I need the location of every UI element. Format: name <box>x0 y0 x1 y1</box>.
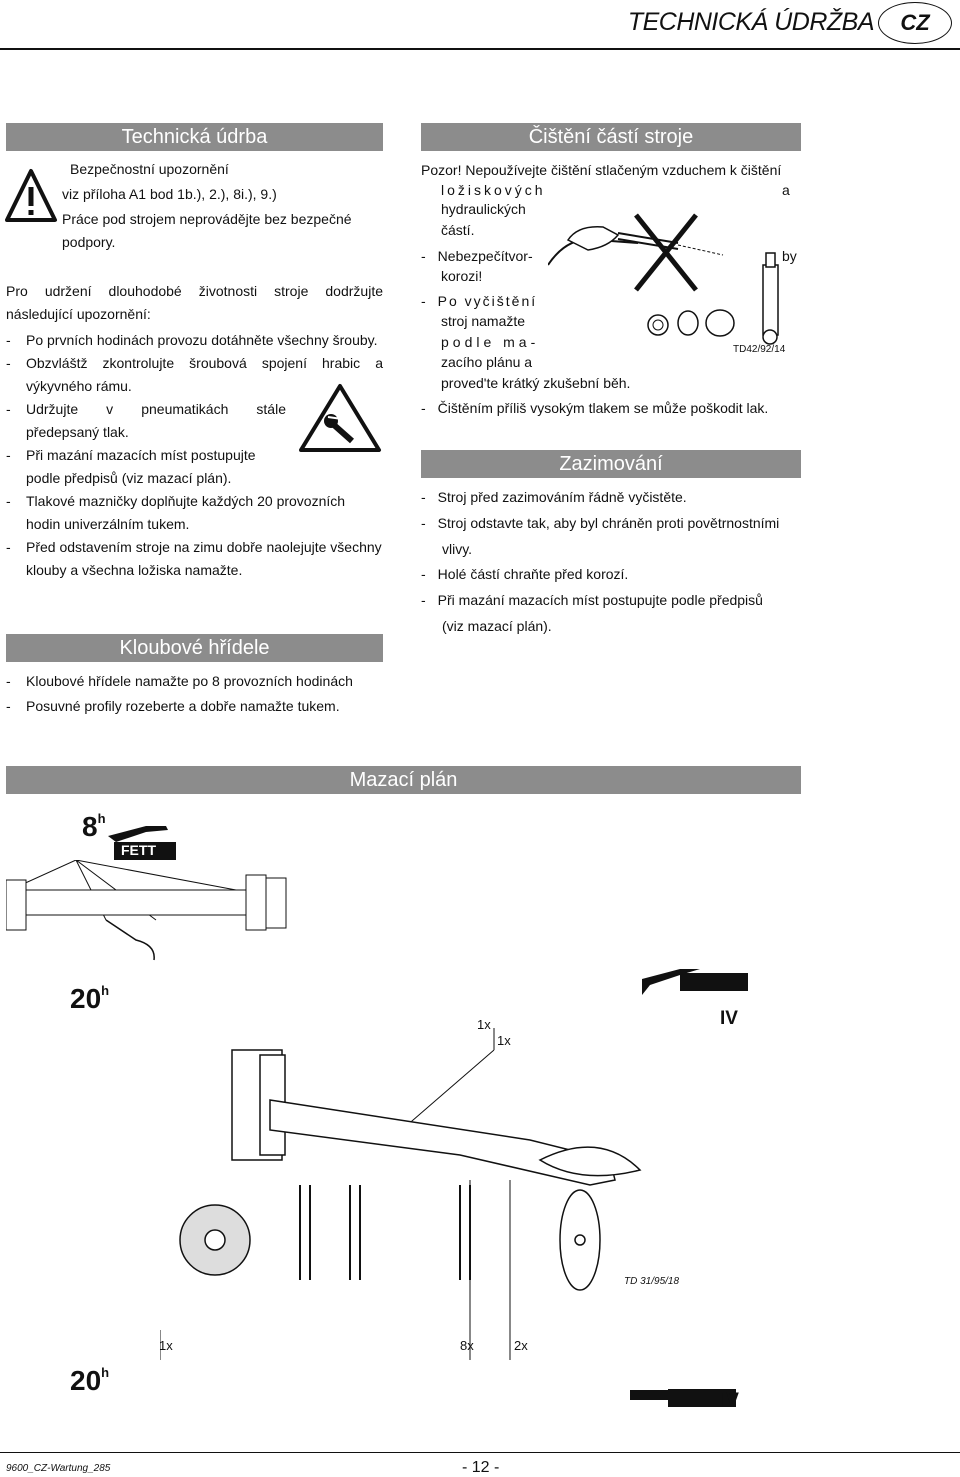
label-1x-c: 1x <box>159 1338 173 1353</box>
kloub-item-1-text: Kloubové hřídele namažte po 8 provozních hodinách <box>26 673 353 689</box>
fett-label: FETT <box>121 842 156 858</box>
cisteni-line-5: - Nebezpečítvor- <box>421 248 533 264</box>
language-badge: CZ <box>878 2 952 44</box>
cisteni-line-7: - Po vyčištění <box>421 293 538 309</box>
cisteni-line-7-text: Po vyčištění <box>437 293 538 309</box>
zazim-item-1: - Stroj před zazimováním řádně vyčistěte. <box>421 489 687 505</box>
section-title-cisteni: Čištění částí stroje <box>421 123 801 151</box>
zazim-item-1-text: Stroj před zazimováním řádně vyčistěte. <box>437 489 687 505</box>
footer-rule <box>0 1452 960 1453</box>
zazim-item-4-cont: (viz mazací plán). <box>442 618 552 634</box>
warning-line-2: viz příloha A1 bod 1b.), 2.), 8i.), 9.) <box>62 186 277 202</box>
maint-item-1-text: Po prvních hodinách provozu dotáhněte všechny šrouby. <box>26 332 378 348</box>
cisteni-line-10: zacího plánu a <box>441 354 533 370</box>
zazim-item-2: - Stroj odstavte tak, aby byl chráněn proti povětrnostními <box>421 515 780 531</box>
zazim-item-2-text: Stroj odstavte tak, aby byl chráněn proti povětrnostními <box>437 515 780 531</box>
warning-line-4: podpory. <box>62 234 116 250</box>
maint-item-6-text: Před odstavením stroje na zimu dobře naolejujte všechny klouby a všechna ložiska namažte. <box>26 539 382 578</box>
grease-gun-icon-2 <box>640 965 750 1005</box>
zazim-item-2-cont: vlivy. <box>442 541 473 557</box>
zazim-item-3-text: Holé částí chraňte před korozí. <box>437 566 629 582</box>
cisteni-line-2: ložiskových <box>441 182 546 198</box>
maint-item-3: - Udržujte v pneumatikách stále předepsaný tlak. <box>6 398 286 444</box>
section-title-mazaci-plan: Mazací plán <box>6 766 801 794</box>
maint-item-1: - Po prvních hodinách provozu dotáhněte všechny šrouby. <box>6 329 383 352</box>
warning-line-1: Bezpečnostní upozornění <box>70 161 229 177</box>
zazim-item-3: - Holé částí chraňte před korozí. <box>421 566 629 582</box>
interval-20-a-number: 20 <box>70 983 102 1014</box>
cisteni-line-12: - Čištěním příliš vysokým tlakem se může poškodit lak. <box>421 400 769 416</box>
pto-shaft-drawing <box>6 860 291 965</box>
maint-item-4-text: Při mazání mazacích míst postupujte podle předpisů (viz mazací plán). <box>26 447 256 486</box>
intro-paragraph: Pro udržení dlouhodobé životnosti stroje dodržujte následující upozornění: <box>6 283 383 322</box>
cisteni-line-1: Pozor! Nepoužívejte čištění stlačeným vzduchem k čištění <box>421 162 782 178</box>
maint-item-3-text: Udržujte v pneumatikách stále předepsaný tlak. <box>26 401 286 440</box>
maint-item-2: - Obzvláštž zkontrolujte šroubová spojení hrabic a výkyvného rámu. <box>6 352 383 398</box>
tire-pressure-warning-icon <box>298 383 382 453</box>
interval-20-b <box>70 1365 109 1397</box>
zazim-item-4-text: Při mazání mazacích míst postupujte podle předpisů <box>437 592 763 608</box>
cleaning-illustration <box>548 195 788 360</box>
maint-item-4: - Při mazání mazacích míst postupujte podle předpisů (viz mazací plán). <box>6 444 286 490</box>
cisteni-line-4: částí. <box>441 222 475 238</box>
interval-20-a <box>70 983 109 1015</box>
page-number: - 12 - <box>462 1459 500 1476</box>
maint-item-5: - Tlakové mazničky doplňujte každých 20 provozních hodin univerzálním tukem. <box>6 490 383 536</box>
maint-item-6: - Před odstavením stroje na zimu dobře naolejujte všechny klouby a všechna ložiska namažte. <box>6 536 383 582</box>
maint-item-5-text: Tlakové mazničky doplňujte každých 20 provozních hodin univerzálním tukem. <box>26 493 346 532</box>
kloub-item-2: - Posuvné profily rozeberte a dobře namažte tukem. <box>6 695 383 718</box>
section-title-zazimovani: Zazimování <box>421 450 801 478</box>
header-rule <box>0 48 960 50</box>
rake-figure-code: TD 31/95/18 <box>624 1276 680 1287</box>
cisteni-line-5b: by <box>782 248 797 264</box>
cisteni-line-12-text: Čištěním příliš vysokým tlakem se může poškodit lak. <box>437 400 769 416</box>
label-8x: 8x <box>460 1338 474 1353</box>
cisteni-line-8: stroj namažte <box>441 313 526 329</box>
cisteni-line-9: podle ma- <box>441 334 540 350</box>
label-1x-b: 1x <box>497 1033 511 1048</box>
interval-20-a-unit: h <box>101 983 110 998</box>
cisteni-line-5-text: Nebezpečítvor- <box>437 248 533 264</box>
interval-20-b-unit: h <box>101 1365 110 1380</box>
interval-8-unit: h <box>97 811 106 826</box>
label-iv-2: IV <box>721 1390 739 1411</box>
kloub-item-1: - Kloubové hřídele namažte po 8 provozních hodinách <box>6 670 383 693</box>
footer-doc-code: 9600_CZ-Wartung_285 <box>6 1463 111 1474</box>
label-iv-1: IV <box>720 1008 738 1029</box>
cisteni-line-6: korozi! <box>441 268 483 284</box>
label-1x-a: 1x <box>477 1017 491 1032</box>
warning-line-3: Práce pod strojem neprovádějte bez bezpečné <box>62 211 352 227</box>
section-title-technicka: Technická údrba <box>6 123 383 151</box>
cross-out-icon <box>636 215 696 290</box>
section-title-kloubove: Kloubové hřídele <box>6 634 383 662</box>
cisteni-line-3: hydraulických <box>441 201 526 217</box>
interval-20-b-number: 20 <box>70 1365 102 1396</box>
zazim-item-4: - Při mazání mazacích míst postupujte podle předpisů <box>421 592 763 608</box>
label-2x: 2x <box>514 1338 528 1353</box>
warning-triangle-icon <box>4 168 58 224</box>
interval-8 <box>82 811 106 843</box>
cisteni-line-11: proved'te krátký zkušební běh. <box>441 375 631 391</box>
interval-8-number: 8 <box>82 811 98 842</box>
rake-machine-drawing <box>160 1010 810 1360</box>
maint-item-2-text: Obzvláštž zkontrolujte šroubová spojení hrabic a výkyvného rámu. <box>26 355 383 394</box>
cisteni-line-2b: a <box>782 182 790 198</box>
page-header-title: TECHNICKÁ ÚDRŽBA <box>627 8 874 36</box>
kloub-item-2-text: Posuvné profily rozeberte a dobře namažte tukem. <box>26 698 340 714</box>
cleaning-figure-code: TD42/92/14 <box>733 344 786 355</box>
